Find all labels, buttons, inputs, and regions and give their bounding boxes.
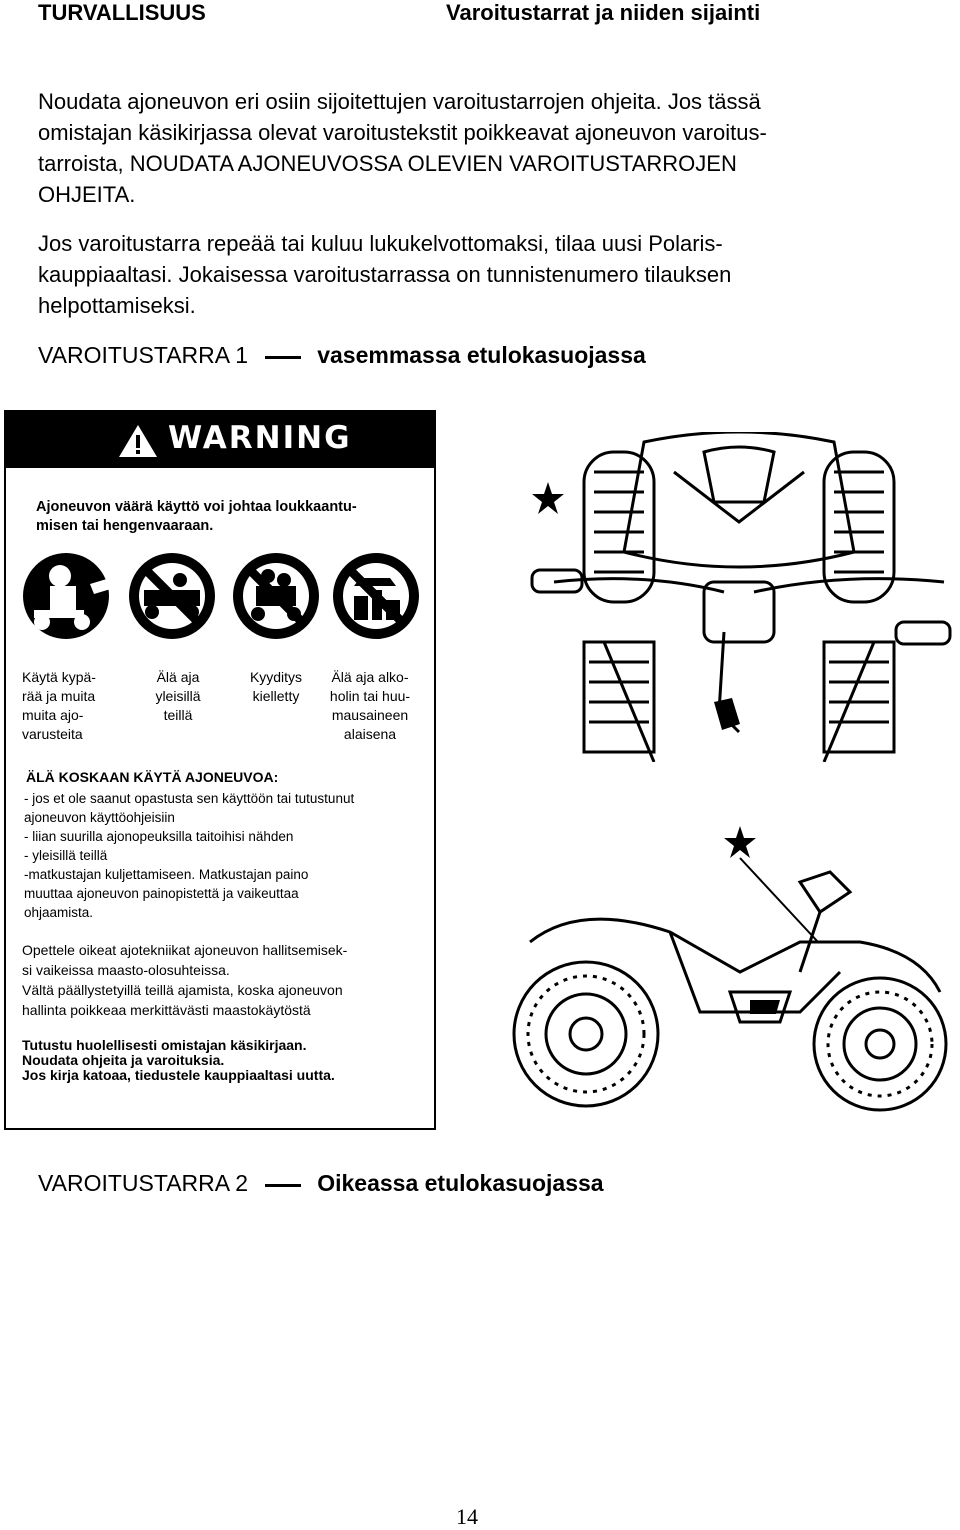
caption-line: rää ja muita <box>22 688 96 704</box>
list-item: - jos et ole saanut opastusta sen käyttöön tai tutustunut <box>24 791 355 806</box>
warning-decal <box>4 410 436 1130</box>
caption-line: kielletty <box>252 688 300 704</box>
decal1-title <box>38 342 646 369</box>
caption-line: varusteita <box>22 726 83 742</box>
caption-line: Käytä kypä- <box>22 669 96 685</box>
pictogram-row <box>20 550 424 642</box>
warning-banner <box>6 412 434 468</box>
no-passengers-icon <box>233 553 319 639</box>
caption-line: Älä aja alko- <box>331 669 409 685</box>
caption-line: holin tai huu- <box>329 688 411 704</box>
warning-intro <box>36 498 428 536</box>
text-line: Jos kirja katoaa, tiedustele kauppiaaltasi uutta. <box>22 1067 335 1083</box>
list-item: -matkustajan kuljettamiseen. Matkustajan paino <box>24 867 309 882</box>
decal1-title-prefix: VAROITUSTARRA 1 <box>38 342 249 368</box>
list-item: ohjaamista. <box>24 905 94 920</box>
list-item: muuttaa ajoneuvon painopistettä ja vaikeuttaa <box>24 886 299 901</box>
text-line: Opettele oikeat ajotekniikat ajoneuvon hallitsemisek- <box>22 942 348 958</box>
caption-line: mausaineen <box>331 707 409 723</box>
learn-techniques-text <box>22 940 422 1020</box>
text-line: hallinta poikkeaa merkittävästi maastokäytöstä <box>22 1002 311 1018</box>
caption-line: yleisillä <box>155 688 201 704</box>
paragraph-line: kauppiaaltasi. Jokaisessa varoitustarrassa on tunnistenumero tilauksen <box>38 262 732 287</box>
text-line: Tutustu huolellisesti omistajan käsikirjaan. <box>22 1037 307 1053</box>
atv-front-view-illustration <box>524 432 960 762</box>
helmet-rider-icon <box>23 553 114 639</box>
caption-line: Älä aja <box>156 669 200 685</box>
list-item: - yleisillä teillä <box>24 848 108 863</box>
dash-line <box>265 354 305 360</box>
star-marker-icon <box>532 482 564 514</box>
page-number: 14 <box>456 1504 478 1529</box>
paragraph-follow-labels <box>38 86 898 210</box>
paragraph-line: Noudata ajoneuvon eri osiin sijoitettujen varoitustarrojen ohjeita. Jos tässä <box>38 89 761 114</box>
caption-public-roads <box>138 668 218 725</box>
paragraph-line: omistajan käsikirjassa olevat varoitustekstit poikkeavat ajoneuvon varoitus- <box>38 120 767 145</box>
atv-side-view-illustration <box>500 822 960 1122</box>
read-manual-text <box>22 1038 422 1083</box>
text-line: Vältä päällystetyillä teillä ajamista, koska ajoneuvon <box>22 982 343 998</box>
caption-line: Kyyditys <box>249 669 303 685</box>
dash-line <box>265 1182 305 1188</box>
decal2-title <box>38 1170 604 1197</box>
paragraph-line: Jos varoitustarra repeää tai kuluu lukukelvottomaksi, tilaa uusi Polaris- <box>38 231 723 256</box>
paragraph-line: tarroista, NOUDATA AJONEUVOSSA OLEVIEN VAROITUSTARROJEN <box>38 151 737 176</box>
caption-alcohol <box>316 668 424 744</box>
text-line: si vaikeissa maasto-olosuhteissa. <box>22 962 230 978</box>
list-item: ajoneuvon käyttöohjeisiin <box>24 810 175 825</box>
paragraph-replace-labels <box>38 228 898 321</box>
caption-helmet <box>22 668 122 744</box>
caption-line: teillä <box>163 707 193 723</box>
no-public-roads-icon <box>129 553 215 639</box>
paragraph-line: OHJEITA. <box>38 182 136 207</box>
star-marker-icon <box>724 826 756 858</box>
never-operate-list <box>24 789 424 922</box>
section-header: TURVALLISUUS <box>38 0 206 25</box>
paragraph-line: helpottamiseksi. <box>38 293 196 318</box>
text-line: Noudata ohjeita ja varoituksia. <box>22 1052 225 1068</box>
caption-passengers <box>234 668 318 706</box>
caption-line: alaisena <box>343 726 397 742</box>
warning-intro-line: misen tai hengenvaaraan. <box>36 518 214 534</box>
decal1-title-location: vasemmassa etulokasuojassa <box>317 342 646 368</box>
topic-header: Varoitustarrat ja niiden sijainti <box>446 0 761 25</box>
no-alcohol-drugs-icon <box>333 553 419 639</box>
decal2-title-location: Oikeassa etulokasuojassa <box>317 1170 604 1196</box>
list-item: - liian suurilla ajonopeuksilla taitoihisi nähden <box>24 829 294 844</box>
warning-word: WARNING <box>168 420 352 456</box>
warning-triangle-icon <box>118 424 158 458</box>
never-operate-title: ÄLÄ KOSKAAN KÄYTÄ AJONEUVOA: <box>26 769 279 785</box>
caption-line: muita ajo- <box>22 707 84 723</box>
warning-intro-line: Ajoneuvon väärä käyttö voi johtaa loukkaantu- <box>36 499 357 515</box>
decal2-title-prefix: VAROITUSTARRA 2 <box>38 1170 249 1196</box>
